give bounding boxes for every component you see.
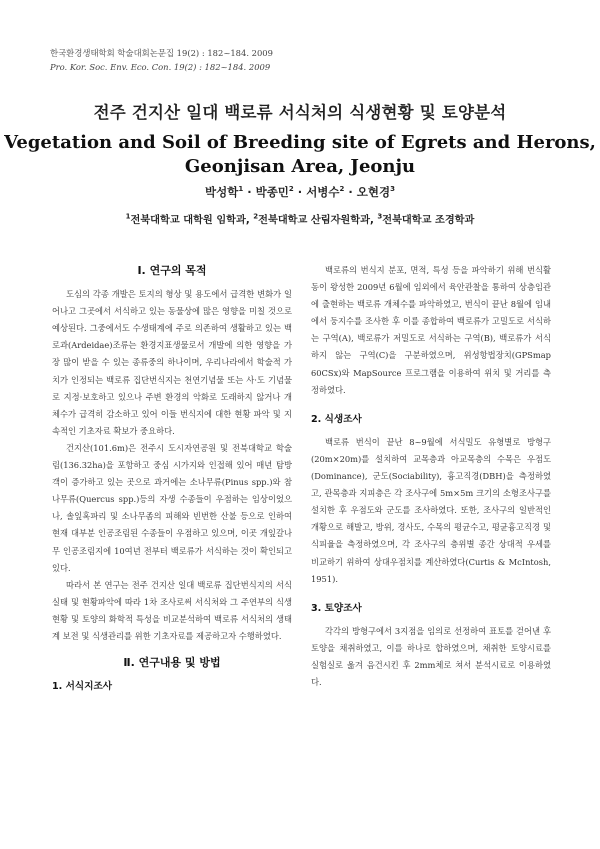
paragraph: 도심의 각종 개발은 토지의 형상 및 용도에서 급격한 변화가 일어나고 그곳에서 서식하고 있는 동물상에 많은 영향을 미칠 것으로 예상된다. 그중에서도 수생태계에 주로 의존하여 생활하고 있는 백로과(Ardeidae)조류는 환경지표생물로서 개발에 의한 영향을 가장 많이 받을 수 있는 종류중의 하나이며, 우리나라에서 학술적 가치가 인정되는 백로류 집단번식지는 천연기념물 또는 사·도 기념물로 지정·보호하고 있으나 주변 환경의 악화로 도래하지 않거나 개체수가 급격히 감소하고 있어 이들 번식지에 대한 현황 파악 및 지속적인 기초자료 확보가 중요하다. [52,289,292,436]
paragraph: 따라서 본 연구는 전주 건지산 일대 백로류 집단번식지의 서식실태 및 현황파악에 따라 1차 조사로써 서식처와 그 주연부의 식생현황 및 토양의 화학적 특성을 비교분석하여 백로류 서식처의 생태계 보전 및 식생관리를 위한 기초자료를 제공하고자 수행하였다. [52,579,292,641]
section-heading-purpose: Ⅰ. 연구의 목적 [137,264,207,277]
affil-1-marker: 1 [125,212,131,221]
paper-title-english [0,131,600,179]
affiliation-list [0,211,600,226]
author-3-affil: 2 [339,185,345,194]
title-english-line-1: Vegetation and Soil of Breeding site of Egrets and Herons, [4,132,596,153]
author-4-affil: 3 [390,185,395,194]
author-2: 박종민 [255,185,289,199]
author-3: 서병수 [306,185,340,199]
journal-citation [50,46,273,74]
affil-1: 전북대학교 대학원 임학과, [130,215,254,226]
journal-line-english: Pro. Kor. Soc. Env. Eco. Con. 19(2) : 182~184. 2009 [50,62,271,72]
subheading-soil-survey: 3. 토양조사 [311,602,362,614]
affil-3-marker: 3 [377,212,383,221]
paper-title-korean: 전주 건지산 일대 백로류 서식처의 식생현황 및 토양분석 [93,103,507,122]
paragraph: 각각의 방형구에서 3지점을 임의로 선정하여 표토를 걷어낸 후 토양을 채취하였고, 이를 하나로 합하였으며, 채취한 토양시료를 실험실로 옮겨 음건시킨 후 2mm체로 쳐서 분석시료로 이용하였다. [311,625,551,688]
author-list [0,184,600,200]
author-separator: · [243,185,256,199]
paragraph: 건지산(101.6m)은 전주시 도시자연공원 및 전북대학교 학술림(136.32ha)을 포함하고 중심 시가지와 인접해 있어 매년 탐방객이 증가하고 있는 곳으로 과거에는 소나무류(Pinus spp.)와 참나무류(Quercus spp.)등의 자생 수종들이 우점하는 임상이었으나, 솔잎혹파리 및 소나무좀의 피해와 빈번한 산불 등으로 인하여 현재 대부분 인공조림된 수종들이 우점하고 있으며, 이곳 개잎갈나무 인공조림지에 10여년 전부터 백로류가 서식하는 것이 확인되고 있다. [52,442,292,573]
author-1-affil: 1 [238,185,244,194]
author-separator: · [344,185,357,199]
affil-2: 전북대학교 산림자원학과, [258,215,378,226]
right-column [311,262,551,691]
affil-3: 전북대학교 조경학과 [382,215,475,226]
author-4: 오현경 [356,185,391,199]
author-separator: · [293,185,307,199]
author-1: 박성학 [205,185,239,199]
subheading-vegetation-survey: 2. 식생조사 [311,413,362,425]
subheading-habitat-survey: 1. 서식지조사 [52,681,112,693]
author-2-affil: 2 [288,185,294,194]
affil-2-marker: 2 [253,212,259,221]
title-english-line-2: Geonjisan Area, Jeonju [184,156,416,177]
journal-line-korean: 한국환경생태학회 학술대회논문집 19(2) : 182~184. 2009 [50,48,273,58]
paragraph: 백로류의 번식지 분포, 면적, 특성 등을 파악하기 위해 번식활동이 왕성한 2009년 6월에 임외에서 육안관찰을 통하여 상층임관에 출현하는 백로류 개체수를 파악하였고, 번식이 끝난 8월에 임내에서 둥지수를 조사한 후 이를 종합하여 백로류가 고밀도로 서식하는 구역(A), 백로류가 저밀도로 서식하는 구역(B), 백로류가 서식하지 않는 구역(C)을 구분하였으며, 위성항법장치(GPSmap 60CSx)와 MapSource 프로그램을 이용하여 위치 및 거리를 측정하였다. [311,265,551,395]
left-column [52,262,292,701]
paragraph: 백로류 번식이 끝난 8~9월에 서식밀도 유형별로 방형구(20m×20m)를 설치하여 교목층과 아교목층의 수목은 우점도(Dominance), 군도(Sociability), 흉고직경(DBH)을 측정하였고, 관목층과 지피층은 각 조사구에 5m×5m 크기의 소형조사구를 설치한 후 우점도와 군도를 조사하였다. 또한, 조사구의 일반적인 개황으로 해발고, 방위, 경사도, 수목의 평균수고, 평균흉고직경 및 식피율을 측정하였으며, 각 조사구의 층위별 종간 상대적 우세를 비교하기 위하여 상대우점치를 계산하였다(Curtis & McIntosh, 1951). [311,436,551,584]
section-heading-methods: Ⅱ. 연구내용 및 방법 [123,656,221,670]
